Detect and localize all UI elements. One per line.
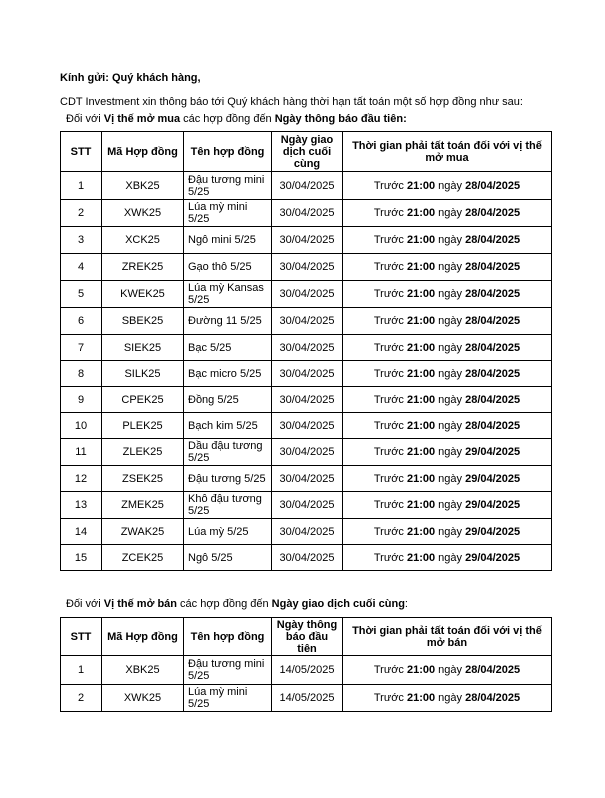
cell-name: Khô đậu tương 5/25 — [184, 492, 272, 519]
header-code: Mã Hợp đồng — [102, 618, 184, 656]
cell-name: Bạc micro 5/25 — [184, 361, 272, 387]
table-row — [61, 361, 552, 387]
cell-stt: 3 — [61, 227, 102, 254]
short-position-table — [60, 617, 552, 712]
cell-deadline: Trước 21:00 ngày 29/04/2025 — [343, 439, 552, 466]
cell-code: KWEK25 — [102, 281, 184, 308]
header-name: Tên hợp đồng — [184, 618, 272, 656]
cell-date: 30/04/2025 — [272, 466, 343, 492]
cell-name: Lúa mỳ mini 5/25 — [184, 200, 272, 227]
cell-deadline: Trước 21:00 ngày 28/04/2025 — [343, 685, 552, 712]
cell-deadline: Trước 21:00 ngày 28/04/2025 — [343, 361, 552, 387]
cell-code: PLEK25 — [102, 413, 184, 439]
cell-deadline: Trước 21:00 ngày 29/04/2025 — [343, 492, 552, 519]
table-row — [61, 281, 552, 308]
table-header-row — [61, 132, 552, 172]
table-row — [61, 335, 552, 361]
table-row — [61, 519, 552, 545]
cell-stt: 14 — [61, 519, 102, 545]
cell-name: Ngô 5/25 — [184, 545, 272, 571]
cell-stt: 13 — [61, 492, 102, 519]
section-long-heading: Đối với Vị thế mở mua các hợp đồng đến Ngày thông báo đầu tiên: — [66, 113, 407, 125]
cell-stt: 7 — [61, 335, 102, 361]
header-code: Mã Hợp đồng — [102, 132, 184, 172]
cell-deadline: Trước 21:00 ngày 28/04/2025 — [343, 254, 552, 281]
table-row — [61, 387, 552, 413]
cell-deadline: Trước 21:00 ngày 29/04/2025 — [343, 545, 552, 571]
cell-deadline: Trước 21:00 ngày 28/04/2025 — [343, 413, 552, 439]
cell-date: 30/04/2025 — [272, 519, 343, 545]
cell-stt: 2 — [61, 685, 102, 712]
table-row — [61, 656, 552, 685]
table-row — [61, 685, 552, 712]
cell-code: SBEK25 — [102, 308, 184, 335]
cell-name: Đồng 5/25 — [184, 387, 272, 413]
cell-date: 30/04/2025 — [272, 387, 343, 413]
table-header-row — [61, 618, 552, 656]
cell-date: 30/04/2025 — [272, 361, 343, 387]
cell-date: 30/04/2025 — [272, 281, 343, 308]
cell-code: ZLEK25 — [102, 439, 184, 466]
cell-name: Đường 11 5/25 — [184, 308, 272, 335]
cell-code: SILK25 — [102, 361, 184, 387]
cell-deadline: Trước 21:00 ngày 29/04/2025 — [343, 466, 552, 492]
table-row — [61, 439, 552, 466]
table-row — [61, 308, 552, 335]
cell-name: Bạch kim 5/25 — [184, 413, 272, 439]
header-date: Ngày thông báo đầu tiên — [272, 618, 343, 656]
table-row — [61, 492, 552, 519]
cell-deadline: Trước 21:00 ngày 29/04/2025 — [343, 519, 552, 545]
cell-date: 30/04/2025 — [272, 492, 343, 519]
cell-code: ZSEK25 — [102, 466, 184, 492]
cell-deadline: Trước 21:00 ngày 28/04/2025 — [343, 656, 552, 685]
cell-stt: 11 — [61, 439, 102, 466]
cell-stt: 8 — [61, 361, 102, 387]
cell-code: ZMEK25 — [102, 492, 184, 519]
table-row — [61, 466, 552, 492]
table-row — [61, 254, 552, 281]
cell-stt: 2 — [61, 200, 102, 227]
cell-date: 30/04/2025 — [272, 308, 343, 335]
header-name: Tên hợp đồng — [184, 132, 272, 172]
cell-date: 30/04/2025 — [272, 335, 343, 361]
header-stt: STT — [61, 132, 102, 172]
header-deadline: Thời gian phải tất toán đối với vị thế mở bán — [343, 618, 552, 656]
cell-code: ZWAK25 — [102, 519, 184, 545]
table-row — [61, 172, 552, 200]
cell-stt: 1 — [61, 656, 102, 685]
cell-deadline: Trước 21:00 ngày 28/04/2025 — [343, 172, 552, 200]
cell-name: Lúa mỳ Kansas 5/25 — [184, 281, 272, 308]
cell-stt: 12 — [61, 466, 102, 492]
cell-name: Bạc 5/25 — [184, 335, 272, 361]
cell-code: XWK25 — [102, 200, 184, 227]
cell-deadline: Trước 21:00 ngày 28/04/2025 — [343, 281, 552, 308]
cell-stt: 10 — [61, 413, 102, 439]
cell-code: XWK25 — [102, 685, 184, 712]
cell-deadline: Trước 21:00 ngày 28/04/2025 — [343, 227, 552, 254]
cell-code: ZCEK25 — [102, 545, 184, 571]
cell-code: XBK25 — [102, 656, 184, 685]
cell-date: 30/04/2025 — [272, 227, 343, 254]
table-row — [61, 413, 552, 439]
cell-date: 30/04/2025 — [272, 545, 343, 571]
table-row — [61, 545, 552, 571]
cell-date: 30/04/2025 — [272, 439, 343, 466]
cell-code: SIEK25 — [102, 335, 184, 361]
cell-deadline: Trước 21:00 ngày 28/04/2025 — [343, 308, 552, 335]
cell-deadline: Trước 21:00 ngày 28/04/2025 — [343, 200, 552, 227]
section-short-heading: Đối với Vị thế mở bán các hợp đồng đến Ngày giao dịch cuối cùng: — [66, 598, 408, 610]
cell-deadline: Trước 21:00 ngày 28/04/2025 — [343, 387, 552, 413]
cell-stt: 6 — [61, 308, 102, 335]
cell-date: 14/05/2025 — [272, 685, 343, 712]
header-date: Ngày giao dịch cuối cùng — [272, 132, 343, 172]
cell-stt: 15 — [61, 545, 102, 571]
cell-date: 30/04/2025 — [272, 413, 343, 439]
cell-date: 30/04/2025 — [272, 172, 343, 200]
cell-name: Đậu tương mini 5/25 — [184, 172, 272, 200]
cell-date: 14/05/2025 — [272, 656, 343, 685]
header-deadline: Thời gian phải tất toán đối với vị thế mở mua — [343, 132, 552, 172]
table-row — [61, 200, 552, 227]
cell-code: XCK25 — [102, 227, 184, 254]
cell-stt: 9 — [61, 387, 102, 413]
greeting: Kính gửi: Quý khách hàng, — [60, 72, 201, 84]
cell-name: Đậu tương mini 5/25 — [184, 656, 272, 685]
cell-code: XBK25 — [102, 172, 184, 200]
cell-stt: 1 — [61, 172, 102, 200]
table-row — [61, 227, 552, 254]
cell-name: Lúa mỳ mini 5/25 — [184, 685, 272, 712]
header-stt: STT — [61, 618, 102, 656]
cell-name: Gạo thô 5/25 — [184, 254, 272, 281]
cell-code: CPEK25 — [102, 387, 184, 413]
cell-date: 30/04/2025 — [272, 254, 343, 281]
cell-code: ZREK25 — [102, 254, 184, 281]
cell-name: Lúa mỳ 5/25 — [184, 519, 272, 545]
cell-date: 30/04/2025 — [272, 200, 343, 227]
cell-deadline: Trước 21:00 ngày 28/04/2025 — [343, 335, 552, 361]
cell-stt: 4 — [61, 254, 102, 281]
cell-name: Ngô mini 5/25 — [184, 227, 272, 254]
intro-paragraph: CDT Investment xin thông báo tới Quý khách hàng thời hạn tất toán một số hợp đồng như sau: — [60, 96, 523, 108]
cell-name: Đậu tương 5/25 — [184, 466, 272, 492]
long-position-table — [60, 131, 552, 571]
cell-stt: 5 — [61, 281, 102, 308]
cell-name: Dầu đậu tương 5/25 — [184, 439, 272, 466]
